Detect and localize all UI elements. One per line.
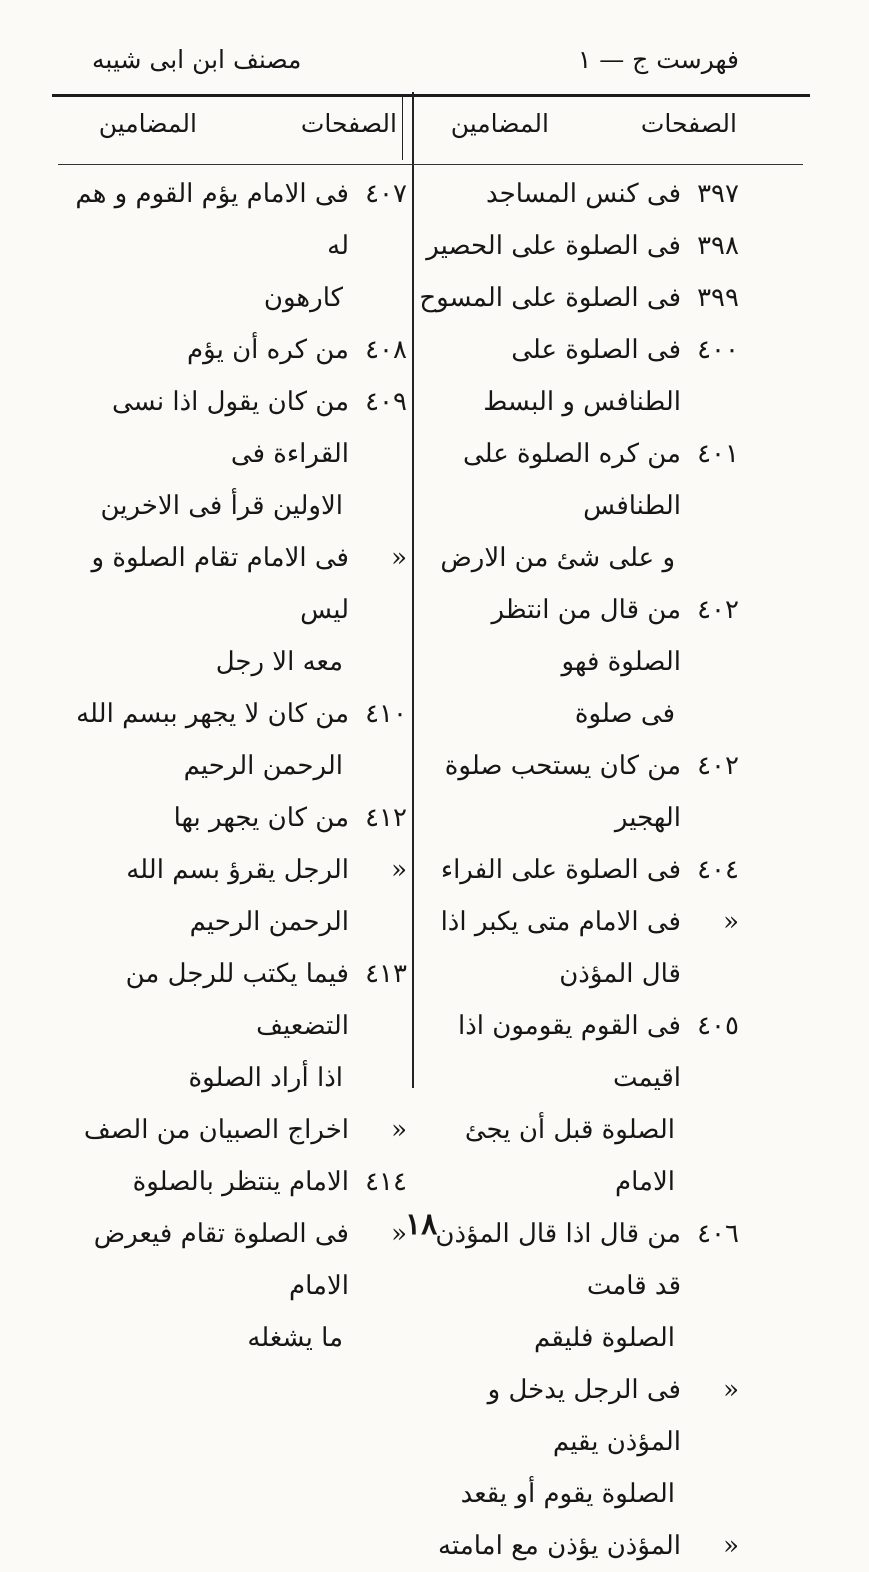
entry-title-line: الرجل يقرؤ بسم الله الرحمن الرحيم — [126, 855, 349, 937]
entry-title-line: كارهون — [263, 283, 343, 313]
entry-title-line: من كان لا يجهر ببسم الله — [76, 699, 349, 729]
entry-title-line: فى كنس المساجد — [485, 179, 681, 209]
header-divider-left — [402, 94, 403, 160]
entry-title-line: ما يشغله — [247, 1323, 343, 1353]
entry-page-number: « — [391, 543, 407, 573]
index-entry — [417, 740, 739, 844]
entry-title-line: فيما يكتب للرجل من التضعيف — [125, 959, 349, 1041]
index-entry — [69, 168, 407, 324]
entry-title-line: فى الامام متى يكبر اذا قال المؤذن — [440, 907, 681, 989]
entry-title — [417, 1000, 681, 1208]
entry-title-line: من كان يستحب صلوة الهجير — [444, 751, 681, 833]
index-entry — [417, 220, 739, 272]
entry-title — [417, 1520, 681, 1572]
entry-title — [69, 1156, 349, 1208]
entry-page-number: « — [723, 1531, 739, 1561]
entry-title-line: من قال من انتظر الصلوة فهو — [491, 595, 681, 677]
entry-title-line: فى الصلوة على الحصير — [426, 231, 681, 261]
entry-title-line: من كره أن يؤم — [187, 335, 349, 365]
entry-page-number: « — [391, 1115, 407, 1145]
entry-title-line: من قال اذا قال المؤذن قد قامت — [435, 1219, 681, 1301]
entry-page-number: ٤٠١ — [697, 439, 739, 469]
page-number: ١٨ — [405, 1207, 438, 1242]
index-entry — [69, 376, 407, 532]
entry-page-number: ٤٠٩ — [365, 387, 407, 417]
index-entry — [69, 1208, 407, 1364]
index-entry — [417, 324, 739, 428]
entry-page-number: « — [391, 1219, 407, 1249]
entry-page-number: ٤٠٢ — [697, 595, 739, 625]
entry-title-line: الرحمن الرحيم — [183, 751, 343, 781]
left-contents-header: المضامين — [98, 109, 197, 138]
entry-page-number: « — [723, 907, 739, 937]
index-entry — [417, 272, 739, 324]
index-entry — [417, 1208, 739, 1364]
entry-page-number: ٤٠٦ — [697, 1219, 739, 1249]
index-entry — [417, 1520, 739, 1572]
entry-title — [69, 844, 349, 948]
index-entry — [69, 688, 407, 792]
column-header-rule — [58, 164, 803, 165]
index-entry — [417, 844, 739, 896]
left-pages-header: الصفحات — [300, 109, 397, 138]
header-rule — [52, 94, 810, 97]
index-entry — [69, 844, 407, 948]
entry-title — [417, 844, 681, 896]
entry-title-line: فى الامام تقام الصلوة و ليس — [91, 543, 349, 625]
entry-title-line: الامام ينتظر بالصلوة — [132, 1167, 349, 1197]
entry-title-line: الاولين قرأ فى الاخرين — [100, 491, 343, 521]
entry-title — [417, 584, 681, 740]
entry-title — [69, 168, 349, 324]
entry-title — [69, 1104, 349, 1156]
entry-title — [69, 532, 349, 688]
entry-page-number: ٤٠٢ — [697, 751, 739, 781]
entry-title-line: فى الرجل يدخل و المؤذن يقيم — [487, 1375, 681, 1457]
index-entry — [417, 584, 739, 740]
entry-title-line: فى القوم يقومون اذا اقيمت — [457, 1011, 681, 1093]
index-entry — [69, 1156, 407, 1208]
index-entry — [417, 168, 739, 220]
index-entry — [417, 1000, 739, 1208]
entry-page-number: ٤٠٨ — [365, 335, 407, 365]
entry-title — [417, 896, 681, 1000]
entry-title — [417, 1208, 681, 1364]
entry-page-number: ٤١٢ — [365, 803, 407, 833]
entry-page-number: ٤١٠ — [365, 699, 407, 729]
entry-title — [417, 428, 681, 584]
index-entry — [69, 792, 407, 844]
entry-page-number: ٤٠٤ — [697, 855, 739, 885]
entry-title-line: الصلوة يقوم أو يقعد — [460, 1479, 675, 1509]
index-entry — [417, 428, 739, 584]
entry-page-number: ٣٩٨ — [697, 231, 739, 261]
entry-title-line: فى الصلوة على المسوح — [419, 283, 681, 313]
index-entry — [417, 1364, 739, 1520]
entry-title-line: معه الا رجل — [215, 647, 343, 677]
right-index-column — [417, 168, 739, 1572]
entry-page-number: ٣٩٩ — [697, 283, 739, 313]
index-entry — [69, 948, 407, 1104]
entry-page-number: ٣٩٧ — [697, 179, 739, 209]
entry-page-number: ٤٠٥ — [697, 1011, 739, 1041]
right-contents-header: المضامين — [450, 109, 549, 138]
entry-title-line: اذا أراد الصلوة — [188, 1063, 343, 1093]
entry-title-line: الصلوة فليقم — [534, 1323, 675, 1353]
entry-title-line: فى الامام يؤم القوم و هم له — [75, 179, 349, 261]
entry-page-number: ٤٠٧ — [365, 179, 407, 209]
entry-title — [417, 220, 681, 272]
entry-title-line: فى الصلوة على الفراء — [440, 855, 681, 885]
entry-title-line: الصلوة قبل أن يجئ الامام — [464, 1115, 675, 1197]
index-entry — [69, 532, 407, 688]
entry-title-line: فى صلوة — [574, 699, 675, 729]
entry-title — [69, 792, 349, 844]
entry-title — [417, 740, 681, 844]
entry-title — [69, 376, 349, 532]
entry-title — [417, 168, 681, 220]
entry-title-line: من كان يجهر بها — [173, 803, 349, 833]
entry-title — [417, 324, 681, 428]
right-pages-header: الصفحات — [640, 109, 737, 138]
entry-title-line: من كره الصلوة على الطنافس — [462, 439, 681, 521]
entry-title — [69, 948, 349, 1104]
entry-title — [69, 688, 349, 792]
index-entry — [69, 1104, 407, 1156]
header-book-title: مصنف ابن ابى شيبه — [92, 45, 302, 74]
entry-title — [417, 1364, 681, 1520]
entry-page-number: ٤١٣ — [365, 959, 407, 989]
entry-page-number: « — [391, 855, 407, 885]
entry-title — [417, 272, 681, 324]
entry-page-number: « — [723, 1375, 739, 1405]
entry-title-line: المؤذن يؤذن مع امامته — [438, 1531, 681, 1561]
index-entry — [69, 324, 407, 376]
left-index-column — [69, 168, 407, 1364]
entry-page-number: ٤٠٠ — [697, 335, 739, 365]
entry-title — [69, 1208, 349, 1364]
entry-title — [69, 324, 349, 376]
entry-title-line: و على شئ من الارض — [440, 543, 675, 573]
column-divider — [412, 92, 414, 1088]
entry-title-line: اخراج الصبيان من الصف — [83, 1115, 349, 1145]
entry-title-line: فى الصلوة على الطنافس و البسط — [483, 335, 681, 417]
index-entry — [417, 896, 739, 1000]
entry-title-line: من كان يقول اذا نسى القراءة فى — [111, 387, 349, 469]
header-volume-title: فهرست ج — ١ — [577, 45, 739, 74]
entry-page-number: ٤١٤ — [365, 1167, 407, 1197]
entry-title-line: فى الصلوة تقام فيعرض الامام — [93, 1219, 349, 1301]
